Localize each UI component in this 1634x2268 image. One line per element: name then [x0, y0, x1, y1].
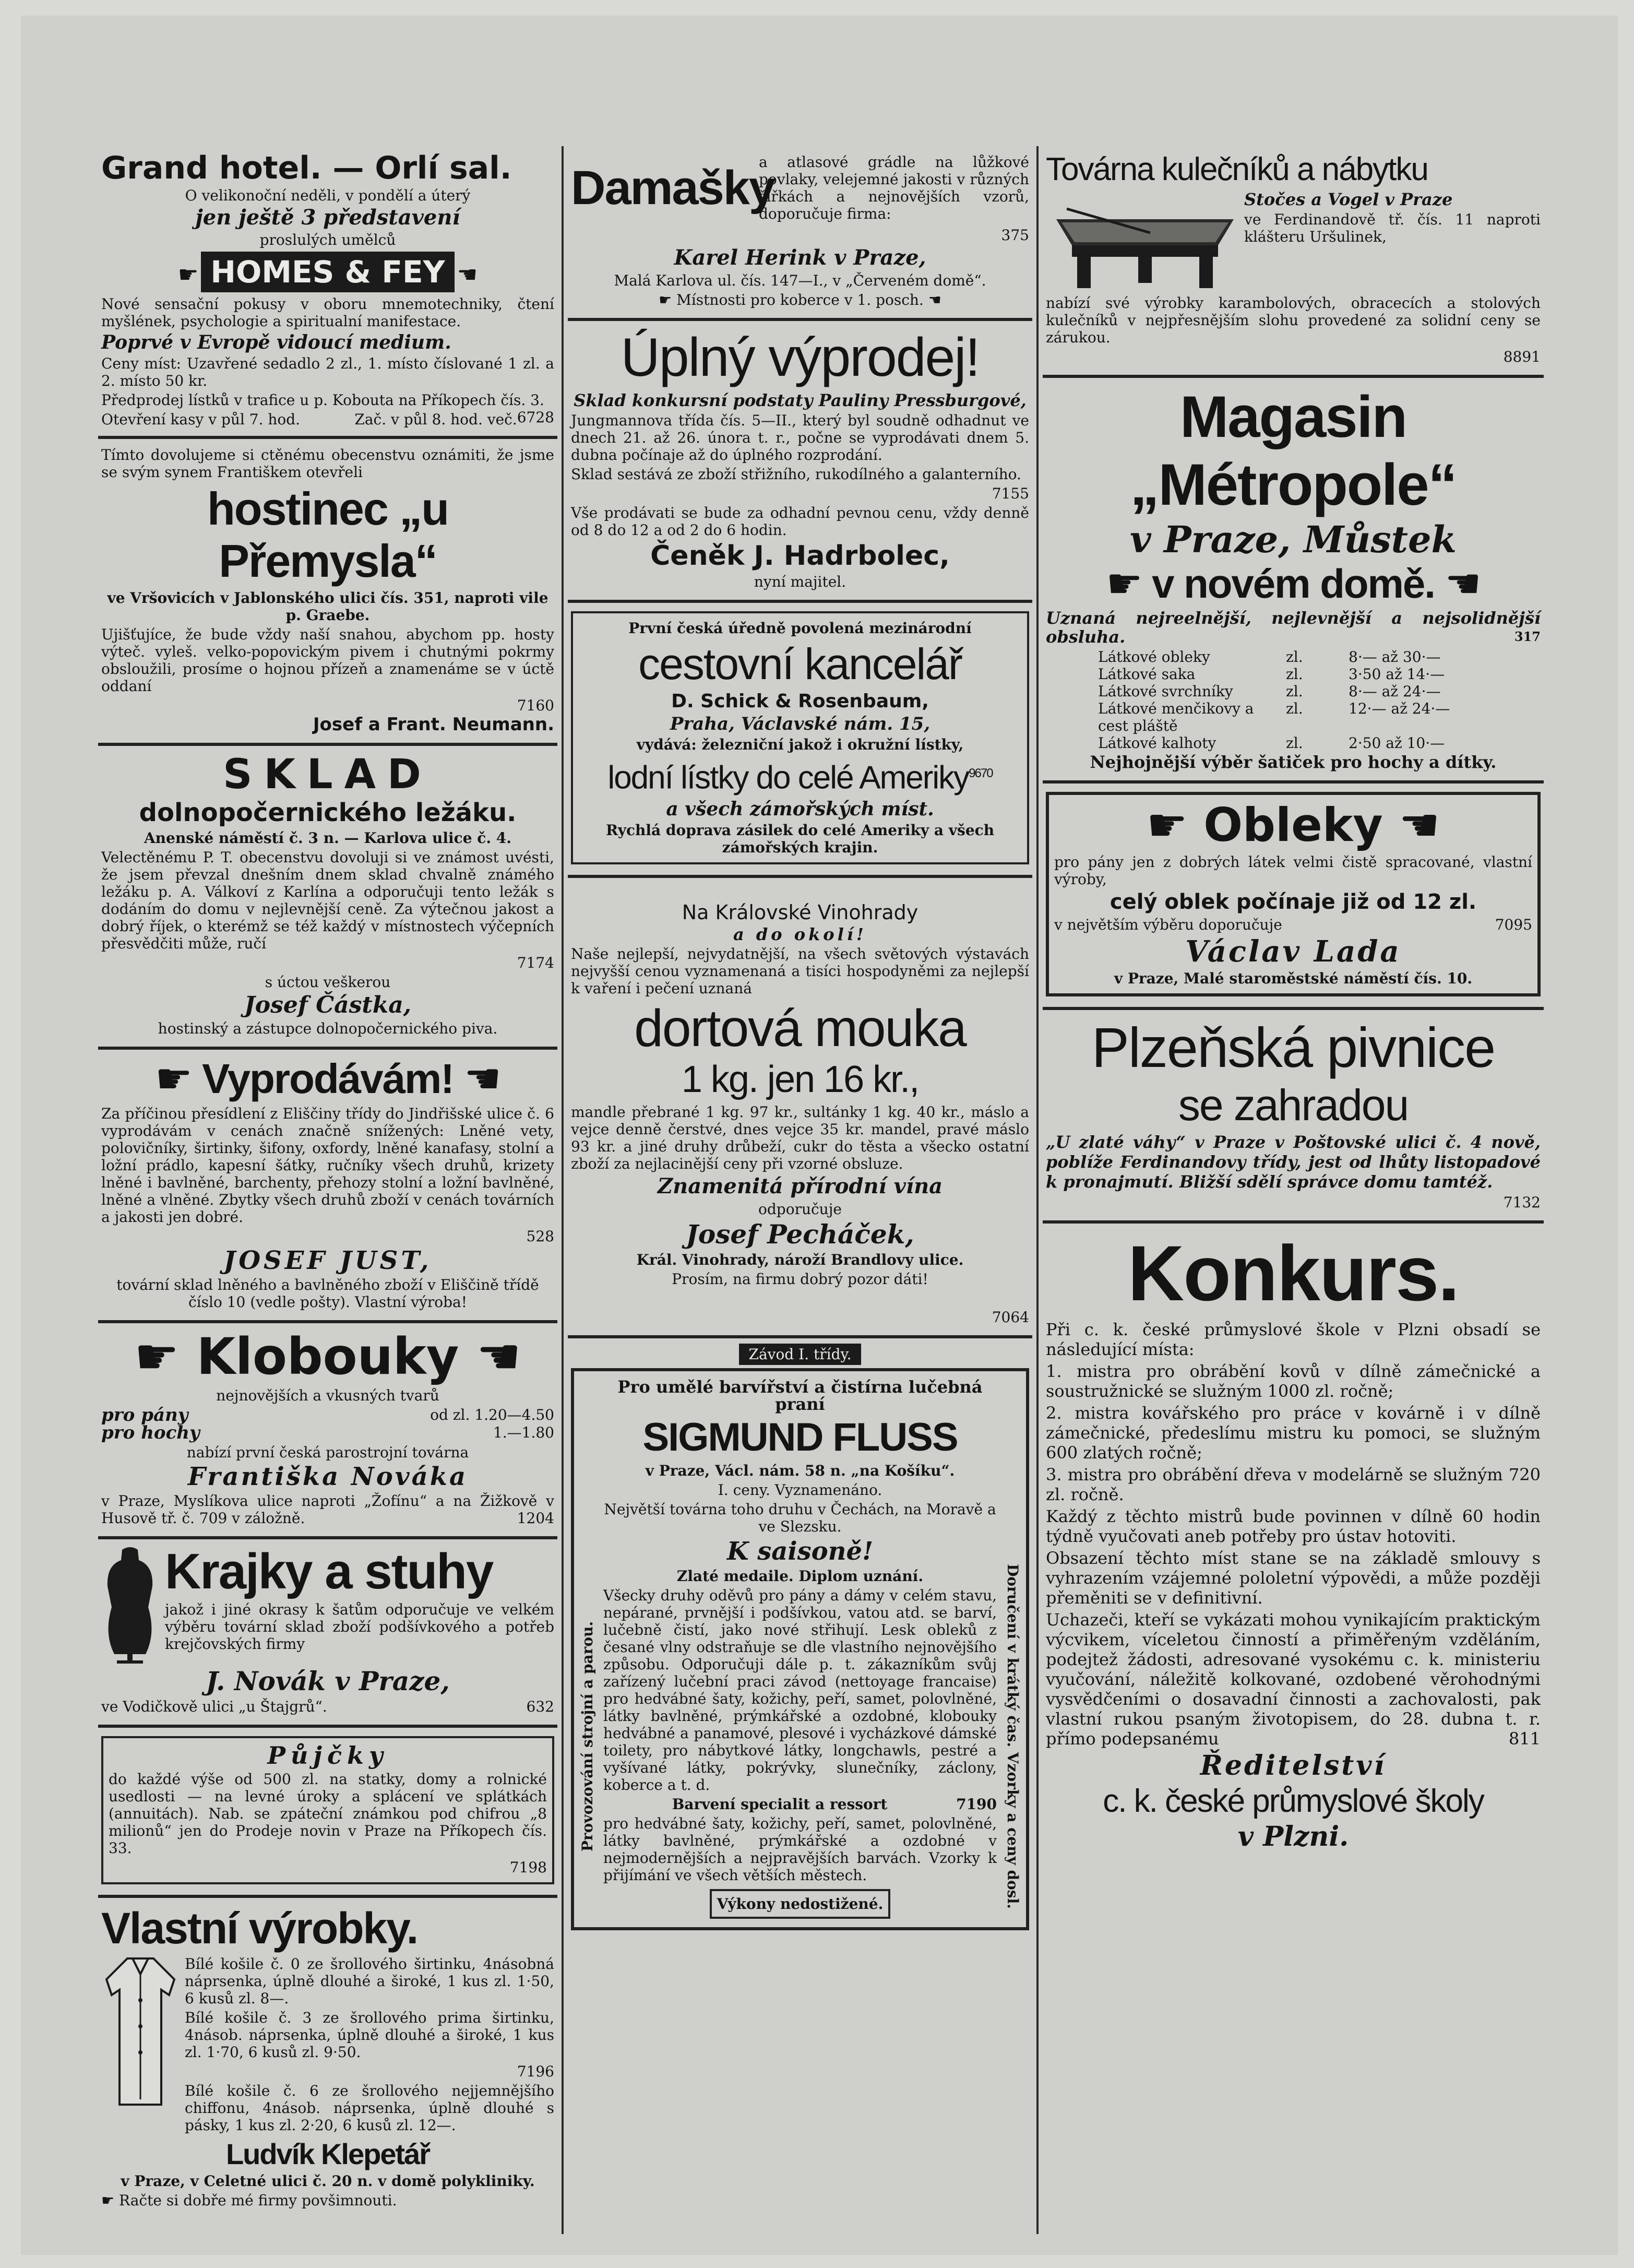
- kulecnik-title: Továrna kulečníků a nábytku: [1046, 151, 1428, 187]
- pujcky-body: do každé výše od 500 zl. na statky, domy a rolnické usedlosti — na levné úroky a splácení ve splátkách (annuitách). Nab. se zpáteční známkou pod chifrou „8 milionů“ jen do Prodeje novin v Praze na Příkopech čís. 33.: [109, 1771, 547, 1857]
- ad-number: 7174: [517, 954, 554, 971]
- krajky-title: Krajky a stuhy: [165, 1543, 493, 1599]
- column-rule: [562, 146, 564, 2234]
- ad-cestovni-kancelar: [568, 603, 1032, 878]
- ad-number: 7095: [1495, 916, 1532, 933]
- hostinec-intro: Tímto dovolujeme si ctěnému obecenstvu oznámiti, že jsme se svým synem Františkem otevřeli: [101, 446, 554, 481]
- ad-number: 632: [526, 1698, 554, 1715]
- vyprodavam-sign2: tovární sklad lněného a bavlněného zboží v Eliščině třídě číslo 10 (vedle pošty). Vlastní výroba!: [116, 1276, 539, 1311]
- column-middle: [568, 146, 1032, 2234]
- fluss-line2: Největší továrna toho druhu v Čechách, na Moravě a ve Slezsku.: [604, 1500, 996, 1535]
- mouka-top: Na Královské Vinohrady: [682, 900, 919, 924]
- vyprodej-body3: Vše prodávati se bude za odhadní pevnou cenu, vždy denně od 8 do 12 a od 2 do 6 hodin.: [571, 504, 1029, 539]
- konkurs-p5: Obsazení těchto míst stane se na základě smlouvy s vyhrazením vzájemné pololetní výpovědi, a může později přeměniti se v definitivní.: [1046, 1548, 1541, 1608]
- fluss-footer: Výkony nedostižené.: [710, 1889, 891, 1919]
- list-item: [1098, 648, 1541, 666]
- ad-number: 7160: [517, 697, 554, 714]
- kancelar-firm: D. Schick & Rosenbaum,: [671, 691, 929, 712]
- ad-obleky: [1043, 783, 1544, 1010]
- hostinec-title: hostinec „u Přemysla“: [207, 483, 449, 587]
- obleky-firm: Václav Lada: [1185, 934, 1401, 969]
- fluss-side-left-text: Provozování strojní a parou.: [579, 1621, 597, 1852]
- obleky-line3-text: v největším výběru doporučuje: [1054, 916, 1282, 933]
- ad-metropole: [1043, 378, 1544, 783]
- konkurs-p6-text: Uchazeči, kteří se vykázati mohou vynikajícím praktickým výcvikem, víceletou činností a přiměřeným vzděláním, podejtež žádosti, adresované vysokému c. k. ministeriu vyučování, náležitě kolkované, ozdobené věrohodnými vysvědčeními o dosavadní činnosti a zachovalosti, pak vlastní rukou psaným životopisem, do 28. dubna t. r. přímo podepsanému: [1046, 1610, 1541, 1749]
- grand-hotel-title: Grand hotel. — Orlí sal.: [101, 150, 512, 186]
- konkurs-p1: 1. mistra pro obrábění kovů v dílně zámečnické a soustružnické se služným 1000 zl. ročně;: [1046, 1361, 1541, 1401]
- grand-line2: jen ještě 3 představení: [195, 205, 460, 230]
- metropole-footer: Nejhojnější výběr šatiček pro hochy a dítky.: [1090, 752, 1497, 772]
- ad-krajky: [98, 1539, 557, 1728]
- ad-vlastni-vyrobky: [98, 1898, 557, 2218]
- vyprodavam-body: Za příčinou přesídlení z Eliščiny třídy do Jindřišské ulice č. 6 vyprodávám v cenách značně snížených: Lněné vety, polovičníky, širtinky, šifony, oxfordy, lněné kanafasy, stolní a ložní prádlo, kapesní šátky, ručníky všech druhů, krizety lněné i bavlněné, barchenty, přehozy stolní a ložní bavlněné, lněné a vlněné. Zbytky všech druhů zboží v cenách továrních a jakosti jen dobré.: [101, 1105, 554, 1226]
- konkurs-p2: 2. mistra kovářského pro práce v kovárně i v dílně zámečnické, předeslímu mistru ku pomoci, se služným 600 zlatých ročně;: [1046, 1403, 1541, 1463]
- obleky-line3: [1054, 916, 1532, 933]
- vlastni-note-text: Račte si dobře mé firmy povšimnouti.: [119, 2192, 397, 2209]
- vyprodej-sign2: nyní majitel.: [754, 573, 846, 590]
- konkurs-p4: Každý z těchto mistrů bude povinnen v dílně 60 hodin týdně vyučovati aneb potřeby pro ústav hotoviti.: [1046, 1506, 1541, 1546]
- damasky-address: Malá Karlova ul. čís. 147—I., v „Červeném domě“.: [614, 272, 986, 289]
- obleky-line2: celý oblek počínaje již od 12 zl.: [1110, 890, 1477, 914]
- item-unit: zl.: [1286, 683, 1303, 700]
- vyprodej-body: Jungmannova třída čís. 5—II., který byl soudně odhadnut ve dnech 21. až 26. února t. r., počne se vyprodávati dnem 5. dubna počínaje až do úplného rozprodání.: [571, 412, 1029, 464]
- kancelar-top: První česká úředně povolená mezinárodní: [628, 620, 972, 637]
- item-price: 12·— až 24·—: [1349, 700, 1450, 717]
- pivnice-body: „U zlaté váhy“ v Praze v Poštovské ulici č. 4 nově, poblíže Ferdinandovy třídy, jest od lhůty listopadové k pronajmutí. Bližší sdělí správce domu tamtéž.: [1046, 1132, 1541, 1192]
- ad-damasky: [568, 146, 1032, 321]
- klobouky-line1: nejnovějších a vkusných tvarů: [216, 1387, 439, 1404]
- vyprodavam-sign: JOSEF JUST,: [223, 1246, 432, 1275]
- ad-number: 7155: [992, 485, 1029, 502]
- ad-grand-hotel: [98, 146, 557, 439]
- shirt-icon: [101, 1953, 180, 2110]
- grand-line1: O velikonoční neděli, v pondělí a úterý: [185, 187, 471, 204]
- grand-open: Otevření kasy v půl 7. hod.: [101, 411, 301, 428]
- kulecnik-firm: Stočes a Vogel v Praze: [1244, 189, 1453, 209]
- ad-klobouky: [98, 1323, 557, 1539]
- vyprodavam-title: [101, 1055, 554, 1103]
- klobouky-title-text: Klobouky: [196, 1327, 459, 1386]
- fluss-body: Všecky druhy oděvů pro pány a dámy v celém stavu, nepárané, prvnější i podšívkou, vatou atd. se barví, lučebně čistí, jako nové střihují. Lesk obleků z česané vlny odstraňuje se dle vlastního nejnovějšího způsobu. Odporučuji dále p. t. zákazníkům svůj zařízený lučební praci závod (nettoyage francaise) pro hedvábné šaty, kožichy, peří, samet, polovlněné, látky bavlněné, prýmkářské a ozdobné, klobouky hedvábné a panamové, plesové i vycházkové dámské toilety, pro nábytkové látky, longchawls, pestré a vyšívané látky, pokrývky, slunečníky, záclony, koberce a t. d.: [603, 1586, 997, 1794]
- sklad-sign2: hostinský a zástupce dolnopočernického piva.: [158, 1020, 498, 1037]
- pointing-hand-icon: ☛: [1146, 798, 1188, 852]
- grand-presale-text: Předprodej lístků v trafice u p. Kobouta na Příkopech čís. 3.: [101, 391, 544, 409]
- metropole-pricelist: [1046, 648, 1541, 752]
- fluss-season: K saisoně!: [726, 1536, 874, 1566]
- item-price: 3·50 až 14·—: [1349, 666, 1445, 683]
- mouka-wine2: odporučuje: [758, 1200, 842, 1218]
- mouka-title: dortová mouka: [634, 999, 966, 1058]
- hostinec-address: ve Vršovicích v Jablonského ulici čís. 351, naproti vile p. Graebe.: [107, 589, 548, 624]
- grand-prices: Ceny míst: Uzavřené sedadlo 2 zl., 1. místo číslované 1 zl. a 2. místo 50 kr.: [101, 355, 554, 389]
- hostinec-body: Ujišťujíce, že bude vždy naší snahou, abychom pp. hosty výteč. vyleš. velko-popovickým pivem i chutnými pokrmy obsloužili, prosíme o hojnou přízeň a znamenáme se v úctě oddaní: [101, 626, 554, 695]
- vyprodej-sub: Sklad konkursní podstaty Pauliny Pressburgové,: [574, 390, 1027, 410]
- grand-line3: proslulých umělců: [259, 231, 396, 248]
- konkurs-p6: [1046, 1610, 1541, 1749]
- damasky-body: a atlasové grádle na lůžkové povlaky, velejemné jakosti v různých šířkách a nejnovějších vzorů, doporučuje firma:: [759, 153, 1029, 222]
- mouka-note: Prosím, na firmu dobrý pozor dáti!: [672, 1270, 928, 1288]
- grand-start: Zač. v půl 8. hod. več.: [354, 411, 517, 428]
- list-item: [1098, 700, 1541, 734]
- mouka-body2: mandle přebrané 1 kg. 97 kr., sultánky 1 kg. 40 kr., máslo a vejce denně čerstvé, dnes vejce 35 kr. mandel, pravé máslo 93 kr. a jiné druhy drůbeží, cukr do těsta a všecko ostatní zboží za nejlacinější ceny při vzorné obsluze.: [571, 1103, 1029, 1172]
- klobouky-title: [101, 1328, 554, 1385]
- konkurs-title: Konkurs.: [1127, 1229, 1459, 1317]
- fluss-tag: Závod I. třídy.: [739, 1344, 861, 1365]
- ad-kulecniky: [1043, 146, 1544, 378]
- metropole-slogan: [1046, 609, 1541, 646]
- vlastni-address: v Praze, v Celetné ulici č. 20 n. v domě polykliniky.: [121, 2172, 535, 2190]
- fluss-side-left: [577, 1528, 598, 1945]
- metropole-sub: v Praze, Můstek: [1129, 518, 1457, 561]
- ad-plzenska-pivnice: [1043, 1010, 1544, 1224]
- item-unit: zl.: [1286, 666, 1303, 683]
- metropole-sub2: [1046, 561, 1541, 607]
- pointing-hand-icon: ☚: [923, 291, 941, 308]
- fluss-address: v Praze, Václ. nám. 58 n. „na Košíku“.: [645, 1462, 955, 1479]
- hostinec-sign: Josef a Frant. Neumann.: [313, 714, 554, 735]
- metropole-title: Magasin „Métropole“: [1130, 384, 1457, 517]
- pointing-hand-icon: ☚: [1399, 798, 1440, 852]
- item-unit: zl.: [1286, 734, 1303, 752]
- item-unit: zl.: [1286, 700, 1303, 717]
- damasky-firm: Karel Herink v Praze,: [674, 245, 926, 270]
- pointing-hand-icon: ☚: [457, 262, 478, 288]
- kulecnik-body: nabízí své výrobky karambolových, obracecích a stolových kulečníků v nejpřesnějším slohu provedené za solidní ceny se zárukou.: [1046, 294, 1541, 346]
- sklad-address: Anenské náměstí č. 3 n. — Karlova ulice č. 4.: [144, 829, 512, 847]
- column-rule: [1036, 146, 1039, 2234]
- sklad-regards: s úctou veškerou: [265, 973, 391, 991]
- vlastni-item3: Bílé košile č. 6 ze šrollového nejjemnějšího chiffonu, 4násob. náprsenka, úplně dlouhé s pásky, 1 kus zl. 2·20, 6 kusů zl. 12—.: [185, 2082, 554, 2134]
- vyprodej-sign: Čeněk J. Hadrbolec,: [650, 540, 950, 572]
- obleky-title: [1054, 799, 1532, 851]
- ad-dortova-mouka: [568, 878, 1032, 1338]
- vlastni-item1: Bílé košile č. 0 ze šrollového širtinku, 4násobná náprsenka, úplně dlouhé a široké, 1 kus zl. 1·50, 6 kusů zl. 8—.: [185, 1955, 554, 2007]
- ad-number: 7196: [517, 2063, 554, 2080]
- kancelar-address: Praha, Václavské nám. 15,: [670, 714, 931, 734]
- sklad-title: SKLAD: [223, 751, 433, 798]
- ad-number: 528: [526, 1228, 554, 1245]
- ad-number: 6728: [517, 409, 554, 426]
- damasky-note: [571, 291, 1029, 308]
- fluss-body2: [603, 1796, 997, 1813]
- dress-form-icon: [101, 1545, 159, 1665]
- ad-hostinec: [98, 439, 557, 746]
- list-item: [1098, 666, 1541, 683]
- konkurs-intro: Při c. k. české průmyslové škole v Plzni obsadí se následující místa:: [1046, 1320, 1541, 1359]
- obleky-line1: pro pány jen z dobrých látek velmi čistě spracované, vlastní výroby,: [1054, 853, 1532, 888]
- item-name: Látkové kalhoty: [1098, 734, 1216, 752]
- advertisement-page: [98, 146, 1549, 2245]
- konkurs-sign: Ředitelství: [1200, 1750, 1387, 1782]
- krajky-address-text: ve Vodičkově ulici „u Štajgrů“.: [101, 1698, 327, 1715]
- ad-number: 7132: [1503, 1194, 1541, 1211]
- vlastni-title: Vlastní výrobky.: [101, 1904, 418, 1953]
- mouka-sign: Josef Pecháček,: [686, 1218, 914, 1250]
- vyprodej-title: Úplný výprodej!: [621, 327, 980, 388]
- fluss-body3: pro hedvábné šaty, kožichy, peří, samet, polovlněné, látky bavlněné, prýmkářské a ozdobné v nejmodernějších a nejpravějších barvách. Vzorky k přijímání ve všech větších městech.: [603, 1814, 997, 1884]
- konkurs-sign2: c. k. české průmyslové školy: [1103, 1783, 1484, 1819]
- pujcky-title: Půjčky: [267, 1741, 388, 1770]
- fluss-awards: Zlaté medaile. Diplom uznání.: [676, 1567, 924, 1585]
- klobouky-hochy-price: 1.—1.80: [493, 1424, 554, 1441]
- kancelar-title: cestovní kancelář: [638, 639, 962, 688]
- fluss-top: Pro umělé barvířství a čistírna lučebná praní: [617, 1376, 983, 1414]
- ad-number: 1204: [517, 1510, 554, 1527]
- klobouky-pany-label: pro pány: [101, 1405, 188, 1426]
- krajky-address: [101, 1698, 554, 1715]
- fluss-line: I. ceny. Vyznamenáno.: [718, 1481, 882, 1499]
- mouka-price: 1 kg. jen 16 kr.,: [681, 1058, 919, 1100]
- pointing-hand-icon: ☛: [101, 2192, 120, 2209]
- klobouky-hochy-label: pro hochy: [101, 1422, 200, 1443]
- krajky-firm: J. Novák v Praze,: [206, 1666, 450, 1696]
- item-name: Látkové menčikovy a cest pláště: [1098, 700, 1254, 734]
- metropole-sub2-text: v novém domě.: [1152, 561, 1435, 607]
- damasky-title: Damašky: [571, 161, 775, 215]
- pointing-hand-icon: ☛: [155, 1055, 192, 1102]
- mouka-address: Král. Vinohrady, nároží Brandlovy ulice.: [636, 1251, 964, 1268]
- kancelar-lodni-text: lodní lístky do celé Ameriky: [607, 759, 969, 796]
- ad-pujcky: [98, 1728, 557, 1898]
- damasky-note-text: Místnosti pro koberce v 1. posch.: [676, 291, 924, 308]
- ad-vyprodej: [568, 321, 1032, 603]
- vlastni-item2: Bílé košile č. 3 ze šrollového prima širtinku, 4násob. náprsenka, úplně dlouhé a široké, 1 kus zl. 1·70, 6 kusů zl. 9·50.: [185, 2009, 554, 2061]
- sklad-body: Velectěnému P. T. obecenstvu dovoluji si ve známost uvésti, že jsem převzal dnešním dnem sklad chvalně známého ležáku p. A. Válkoví z Karlína a odporučuji tento ležák s dodáním do domu v nejlevnější ceně. Za výtečnou jakost a dobrý říjek, o kterémž se též každý v místnostech výčepních přesvědčiti může, ručí: [101, 849, 554, 952]
- pointing-hand-icon: ☛: [659, 291, 677, 308]
- pointing-hand-icon: ☛: [1106, 561, 1142, 607]
- ad-number: 7190: [956, 1795, 997, 1813]
- ad-sigmund-fluss: [568, 1338, 1032, 1941]
- klobouky-pany-price: od zl. 1.20—4.50: [430, 1406, 554, 1423]
- list-item: [1098, 683, 1541, 700]
- metropole-slogan-text: Uznaná nejreelnější, nejlevnější a nejsolidnější obsluha.: [1046, 608, 1541, 647]
- ad-vyprodavam: [98, 1050, 557, 1323]
- mouka-body: Naše nejlepší, nejvydatnější, na všech světových výstavách nejvyšší cenou vyznamenaná a tisíci hospodyněmi za nejlepší k vaření i pečení uznaná: [571, 945, 1029, 997]
- performers-name: HOMES & FEY: [201, 252, 454, 292]
- column-right: [1043, 146, 1544, 2234]
- pointing-hand-icon: ☛: [134, 1327, 180, 1386]
- ad-number: 317: [1514, 629, 1541, 644]
- grand-first: Poprvé v Evropě vidoucí medium.: [101, 331, 451, 353]
- pointing-hand-icon: ☚: [1445, 561, 1481, 607]
- kancelar-line: vydává: železniční jakož i okružní lístky,: [636, 736, 964, 753]
- pivnice-title: Plzeňská pivnice: [1091, 1016, 1495, 1079]
- ad-number: 8891: [1503, 348, 1541, 365]
- list-item: [1098, 734, 1541, 752]
- kancelar-lodni: [578, 755, 1022, 797]
- klobouky-firm: Františka Nováka: [187, 1462, 468, 1491]
- ad-number: 9670: [969, 766, 993, 780]
- ad-number: 811: [1508, 1729, 1541, 1749]
- ad-konkurs: [1043, 1224, 1544, 1861]
- obleky-address: v Praze, Malé staroměstské náměstí čís. 10.: [1114, 970, 1473, 987]
- vyprodej-body2: Sklad sestává ze zboží střižního, rukodílného a galanterního.: [571, 466, 1021, 483]
- pointing-hand-icon: ☛: [177, 262, 199, 288]
- pointing-hand-icon: ☚: [464, 1055, 500, 1102]
- kancelar-line3: Rychlá doprava zásilek do celé Ameriky a všech zámořských krajin.: [605, 821, 995, 856]
- ad-number: 7198: [509, 1859, 547, 1876]
- item-name: Látkové saka: [1098, 666, 1196, 683]
- kancelar-line2: a všech zámořských míst.: [666, 798, 934, 820]
- item-price: 2·50 až 10·—: [1349, 734, 1445, 752]
- pointing-hand-icon: ☚: [476, 1327, 521, 1386]
- konkurs-sign3: v Plzni.: [1237, 1821, 1349, 1853]
- vyprodavam-title-text: Vyprodávám!: [202, 1055, 454, 1102]
- mouka-top2: a do okolí!: [733, 924, 867, 944]
- vlastni-firm: Ludvík Klepetář: [225, 2138, 430, 2170]
- pivnice-title2: se zahradou: [1178, 1080, 1409, 1130]
- fluss-side-right: [1002, 1528, 1023, 1945]
- sklad-sign: Josef Částka,: [244, 992, 412, 1018]
- ad-number: 375: [1001, 227, 1029, 244]
- item-unit: zl.: [1286, 648, 1303, 666]
- konkurs-p3: 3. mistra pro obrábění dřeva v modelárně se služným 720 zl. ročně.: [1046, 1465, 1541, 1504]
- ad-sklad: [98, 746, 557, 1050]
- klobouky-address: [101, 1492, 554, 1527]
- krajky-body: jakož i jiné okrasy k šatům odporučuje ve velkém výběru tovární sklad zboží podšívkového a potřeb krejčovských firmy: [165, 1601, 554, 1653]
- fluss-side-right-text: Doručení v krátký čas. Vzorky a ceny dosl.: [1004, 1564, 1021, 1909]
- newspaper-page: [21, 16, 1618, 2255]
- fluss-title: SIGMUND FLUSS: [642, 1415, 958, 1459]
- column-left: [98, 146, 557, 2234]
- item-price: 8·— až 30·—: [1349, 648, 1441, 666]
- klobouky-address-text: v Praze, Myslíkova ulice naproti „Žofínu“ a na Žižkově v Husově tř. č. 709 v záložně.: [101, 1492, 554, 1527]
- billiard-table-icon: [1046, 188, 1244, 292]
- item-name: Látkové svrchníky: [1098, 683, 1233, 700]
- sklad-subtitle: dolnopočernického ležáku.: [139, 798, 517, 827]
- item-name: Látkové obleky: [1098, 648, 1210, 666]
- klobouky-line2: nabízí první česká parostrojní továrna: [186, 1444, 469, 1461]
- item-price: 8·— až 24·—: [1349, 683, 1441, 700]
- fluss-body2-text: Barvení specialit a ressort: [672, 1795, 888, 1813]
- grand-desc: Nové sensační pokusy v oboru mnemotechniky, čtení myšlének, psychologie a spiritualní manifestace.: [101, 295, 554, 330]
- mouka-wine: Znamenitá přírodní vína: [657, 1173, 943, 1198]
- ad-number: 7064: [992, 1308, 1029, 1326]
- kulecnik-address: ve Ferdinandově tř. čís. 11 naproti klášteru Uršulinek,: [1244, 211, 1541, 245]
- vlastni-note: [101, 2192, 554, 2209]
- obleky-title-text: Obleky: [1203, 798, 1383, 852]
